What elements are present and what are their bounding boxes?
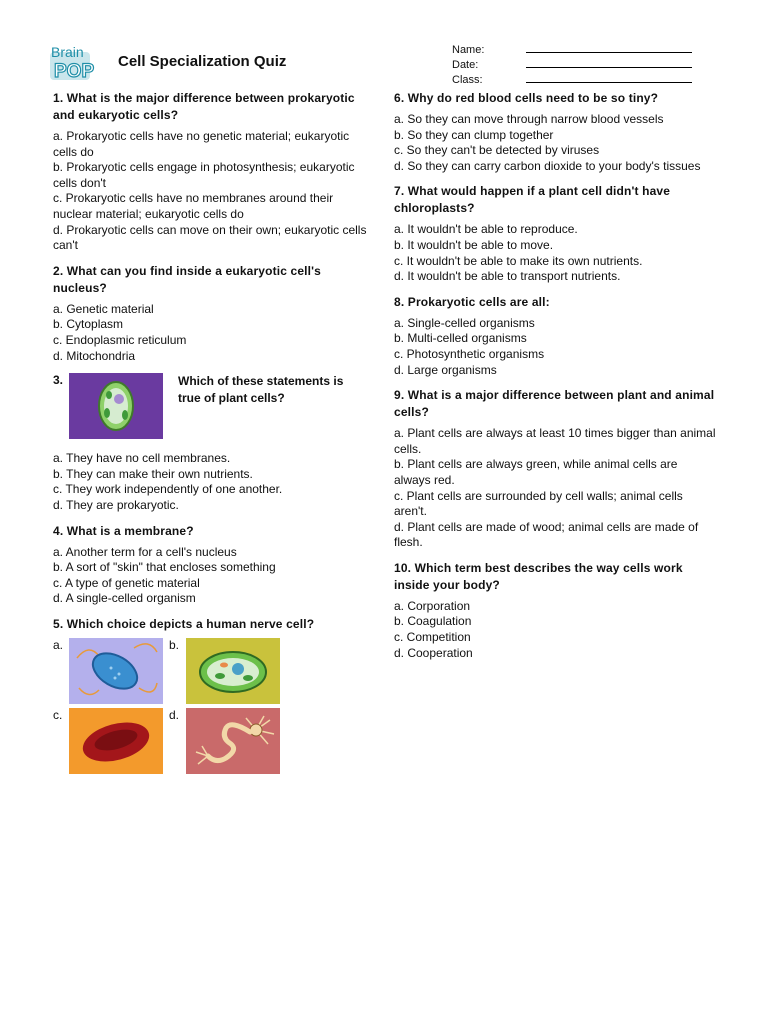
option[interactable]: b. Multi-celled organisms: [394, 331, 527, 346]
option[interactable]: a. Single-celled organisms: [394, 315, 535, 330]
date-field[interactable]: [526, 67, 692, 68]
question-3-text: Which of these statements is true of plant cells?: [178, 374, 344, 406]
option[interactable]: a. Another term for a cell's nucleus: [53, 544, 237, 559]
option[interactable]: b. Prokaryotic cells engage in photosynthesis; eukaryotic cells don't: [53, 160, 355, 190]
option[interactable]: c. They work independently of one another.: [53, 482, 283, 497]
option[interactable]: d. Cooperation: [394, 645, 473, 660]
question-3-number: 3.: [53, 373, 64, 388]
option[interactable]: c. Endoplasmic reticulum: [53, 332, 187, 347]
choice-letter-d: d.: [169, 707, 180, 722]
options-10: [394, 599, 716, 661]
brainpop-logo: [48, 40, 96, 82]
option[interactable]: c. It wouldn't be able to make its own nutrients.: [394, 253, 643, 268]
class-field[interactable]: [526, 82, 692, 83]
option[interactable]: b. So they can clump together: [394, 127, 554, 142]
option[interactable]: c. A type of genetic material: [53, 575, 200, 590]
option[interactable]: a. Genetic material: [53, 301, 154, 316]
question-7: 7. What would happen if a plant cell didn't have chloroplasts?: [394, 184, 671, 216]
choice-letter-c: c.: [53, 707, 63, 722]
question-4: 4. What is a membrane?: [53, 523, 194, 538]
option[interactable]: c. So they can't be detected by viruses: [394, 143, 600, 158]
right-column: [394, 90, 716, 670]
options-8: [394, 316, 716, 378]
question-10: 10. Which term best describes the way cells work inside your body?: [394, 560, 683, 592]
option[interactable]: d. Prokaryotic cells can move on their own; eukaryotic cells can't: [53, 222, 367, 253]
name-field[interactable]: [526, 52, 692, 53]
bacteria-cell-image[interactable]: [69, 638, 163, 704]
svg-text:POP: POP: [54, 61, 95, 82]
option[interactable]: b. Coagulation: [394, 614, 472, 629]
options-9: [394, 426, 716, 551]
question-8: 8. Prokaryotic cells are all:: [394, 294, 550, 309]
options-3: [53, 451, 371, 513]
question-5: 5. Which choice depicts a human nerve cell?: [53, 616, 315, 631]
option[interactable]: b. A sort of "skin" that encloses something: [53, 560, 276, 575]
option[interactable]: b. Plant cells are always green, while animal cells are always red.: [394, 457, 678, 487]
svg-text:Brain: Brain: [51, 44, 84, 60]
option[interactable]: a. So they can move through narrow blood vessels: [394, 112, 664, 126]
option[interactable]: d. Plant cells are made of wood; animal cells are made of flesh.: [394, 519, 699, 550]
question-6: 6. Why do red blood cells need to be so tiny?: [394, 91, 659, 105]
option[interactable]: a. Prokaryotic cells have no genetic material; eukaryotic cells do: [53, 129, 350, 159]
name-label: Name:: [452, 44, 485, 56]
option[interactable]: b. They can make their own nutrients.: [53, 466, 253, 481]
choice-letter-b: b.: [169, 637, 180, 652]
option[interactable]: b. It wouldn't be able to move.: [394, 237, 554, 252]
question-1: 1. What is the major difference between prokaryotic and eukaryotic cells?: [53, 91, 355, 122]
option[interactable]: d. They are prokaryotic.: [53, 497, 179, 512]
options-7: [394, 222, 716, 284]
plant-cell-image[interactable]: [186, 638, 280, 704]
question-3: [53, 373, 371, 443]
option[interactable]: d. Mitochondria: [53, 348, 136, 363]
class-label: Class:: [452, 74, 483, 86]
option[interactable]: c. Competition: [394, 630, 471, 645]
option[interactable]: a. It wouldn't be able to reproduce.: [394, 222, 578, 237]
choice-letter-a: a.: [53, 637, 64, 652]
option[interactable]: d. Large organisms: [394, 362, 497, 377]
page-title: Cell Specialization Quiz: [118, 53, 287, 70]
option[interactable]: c. Prokaryotic cells have no membranes around their nuclear material; eukaryotic cells do: [53, 191, 334, 221]
nerve-cell-image[interactable]: [186, 708, 280, 774]
options-6: [394, 112, 716, 174]
option[interactable]: d. A single-celled organism: [53, 591, 196, 606]
option[interactable]: c. Photosynthetic organisms: [394, 346, 545, 361]
option[interactable]: b. Cytoplasm: [53, 317, 124, 332]
answer-image-grid: [53, 638, 371, 778]
plant-cell-image: [69, 373, 163, 439]
options-2: [53, 302, 371, 364]
option[interactable]: d. So they can carry carbon dioxide to your body's tissues: [394, 158, 701, 173]
question-9: 9. What is a major difference between plant and animal cells?: [394, 388, 715, 420]
date-label: Date:: [452, 59, 479, 71]
left-column: [53, 90, 371, 778]
option[interactable]: a. Corporation: [394, 598, 471, 613]
option[interactable]: d. It wouldn't be able to transport nutrients.: [394, 269, 621, 284]
red-blood-cell-image[interactable]: [69, 708, 163, 774]
question-2: 2. What can you find inside a eukaryotic cell's nucleus?: [53, 263, 321, 295]
option[interactable]: c. Plant cells are surrounded by cell walls; animal cells aren't.: [394, 488, 683, 519]
option[interactable]: a. Plant cells are always at least 10 times bigger than animal cells.: [394, 426, 716, 456]
options-1: [53, 129, 371, 254]
option[interactable]: a. They have no cell membranes.: [53, 451, 231, 466]
options-4: [53, 545, 371, 607]
